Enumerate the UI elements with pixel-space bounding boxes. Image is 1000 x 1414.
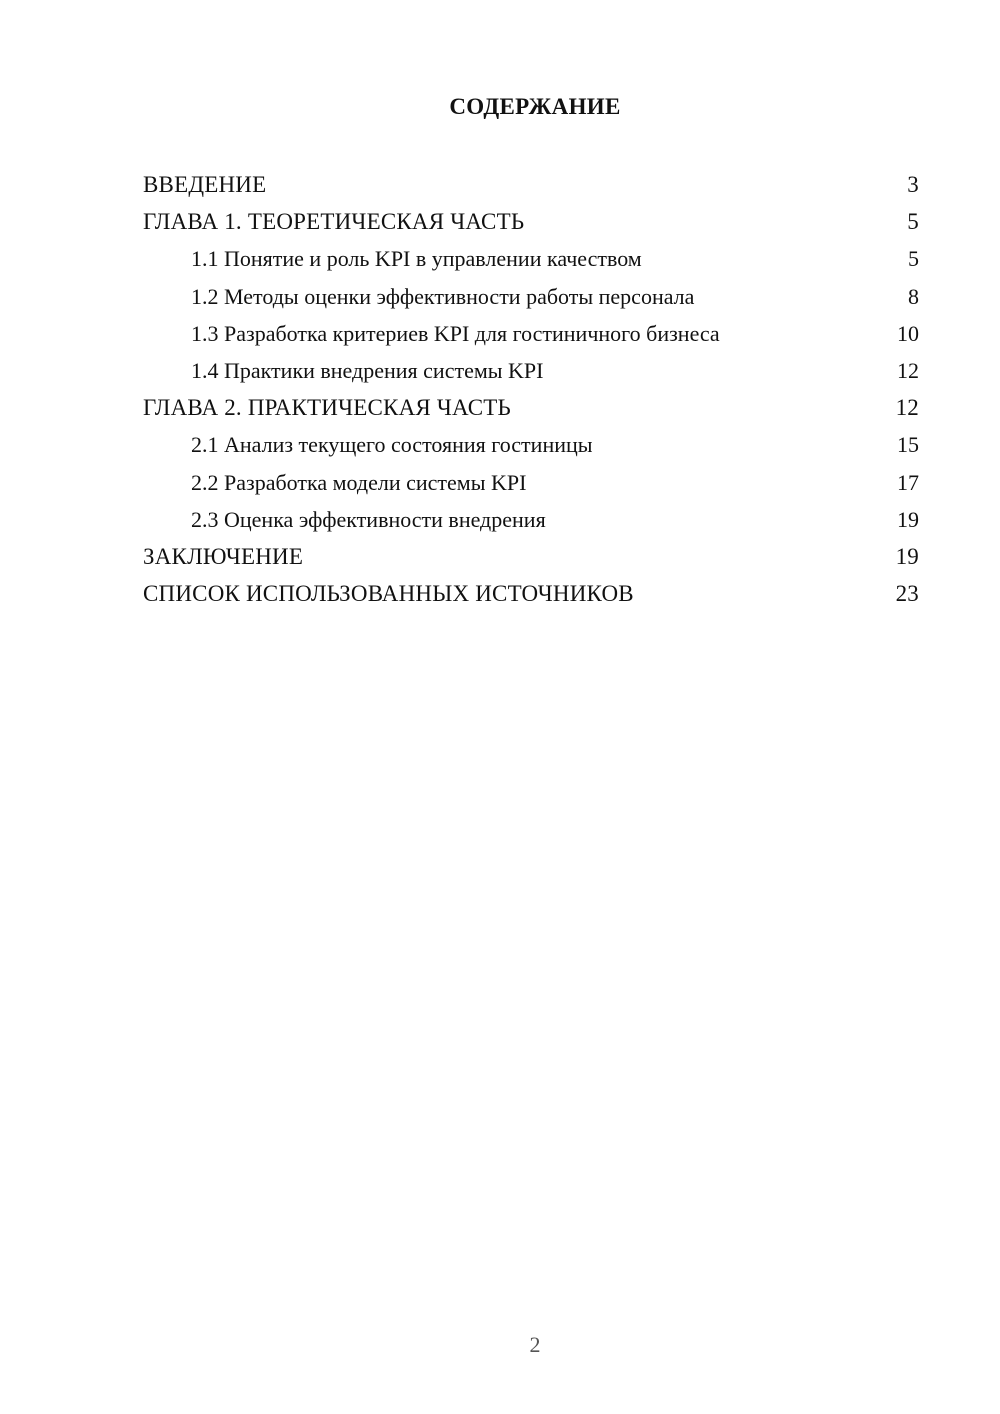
toc-entry-label: 1.4 Практики внедрения системы KPI — [191, 357, 544, 383]
toc-entry-label: 1.2 Методы оценки эффективности работы персонала — [191, 283, 695, 309]
toc-entry-section-1-1 — [143, 240, 919, 277]
toc-entry-page: 15 — [897, 432, 919, 458]
toc-entry-page: 5 — [907, 209, 919, 235]
toc-entry-page: 5 — [908, 246, 919, 272]
toc-entry-label: 2.1 Анализ текущего состояния гостиницы — [191, 432, 593, 458]
toc-entry-page: 12 — [895, 395, 919, 421]
toc-entry-page: 10 — [897, 320, 919, 346]
toc-entry-references — [143, 575, 919, 612]
toc-entry-section-2-1 — [143, 426, 919, 463]
toc-entry-section-1-2 — [143, 278, 919, 315]
toc-entry-page: 17 — [897, 469, 919, 495]
toc-entry-label: 1.1 Понятие и роль KPI в управлении качеством — [191, 246, 642, 272]
toc-entry-page: 3 — [907, 172, 919, 197]
toc-entry-section-2-3 — [143, 501, 919, 538]
toc-entry-page: 12 — [897, 357, 919, 383]
toc-entry-label: ГЛАВА 2. ПРАКТИЧЕСКАЯ ЧАСТЬ — [143, 395, 511, 421]
toc-entry-section-1-3 — [143, 315, 919, 352]
toc-entry-chapter-2 — [143, 389, 919, 426]
toc-entry-section-2-2 — [143, 464, 919, 501]
toc-entry-label: 2.2 Разработка модели системы KPI — [191, 469, 527, 495]
toc-entry-conclusion — [143, 538, 919, 575]
toc-entry-chapter-1 — [143, 203, 919, 240]
page-title: СОДЕРЖАНИЕ — [449, 94, 621, 119]
toc-entry-label: СПИСОК ИСПОЛЬЗОВАННЫХ ИСТОЧНИКОВ — [143, 581, 634, 607]
toc-entry-page: 19 — [897, 506, 919, 532]
toc-entry-page: 19 — [895, 543, 919, 569]
toc-entry-label: 1.3 Разработка критериев KPI для гостиничного бизнеса — [191, 320, 720, 346]
toc-entry-introduction — [143, 166, 919, 203]
toc-entry-label: ВВЕДЕНИЕ — [143, 172, 267, 197]
toc-entry-label: 2.3 Оценка эффективности внедрения — [191, 506, 546, 532]
toc-entry-page: 8 — [908, 283, 919, 309]
toc-entry-page: 23 — [895, 581, 919, 607]
toc-entry-label: ГЛАВА 1. ТЕОРЕТИЧЕСКАЯ ЧАСТЬ — [143, 209, 525, 235]
page-number: 2 — [529, 1332, 541, 1357]
table-of-contents — [143, 166, 919, 612]
toc-entry-label: ЗАКЛЮЧЕНИЕ — [143, 543, 304, 569]
toc-entry-section-1-4 — [143, 352, 919, 389]
